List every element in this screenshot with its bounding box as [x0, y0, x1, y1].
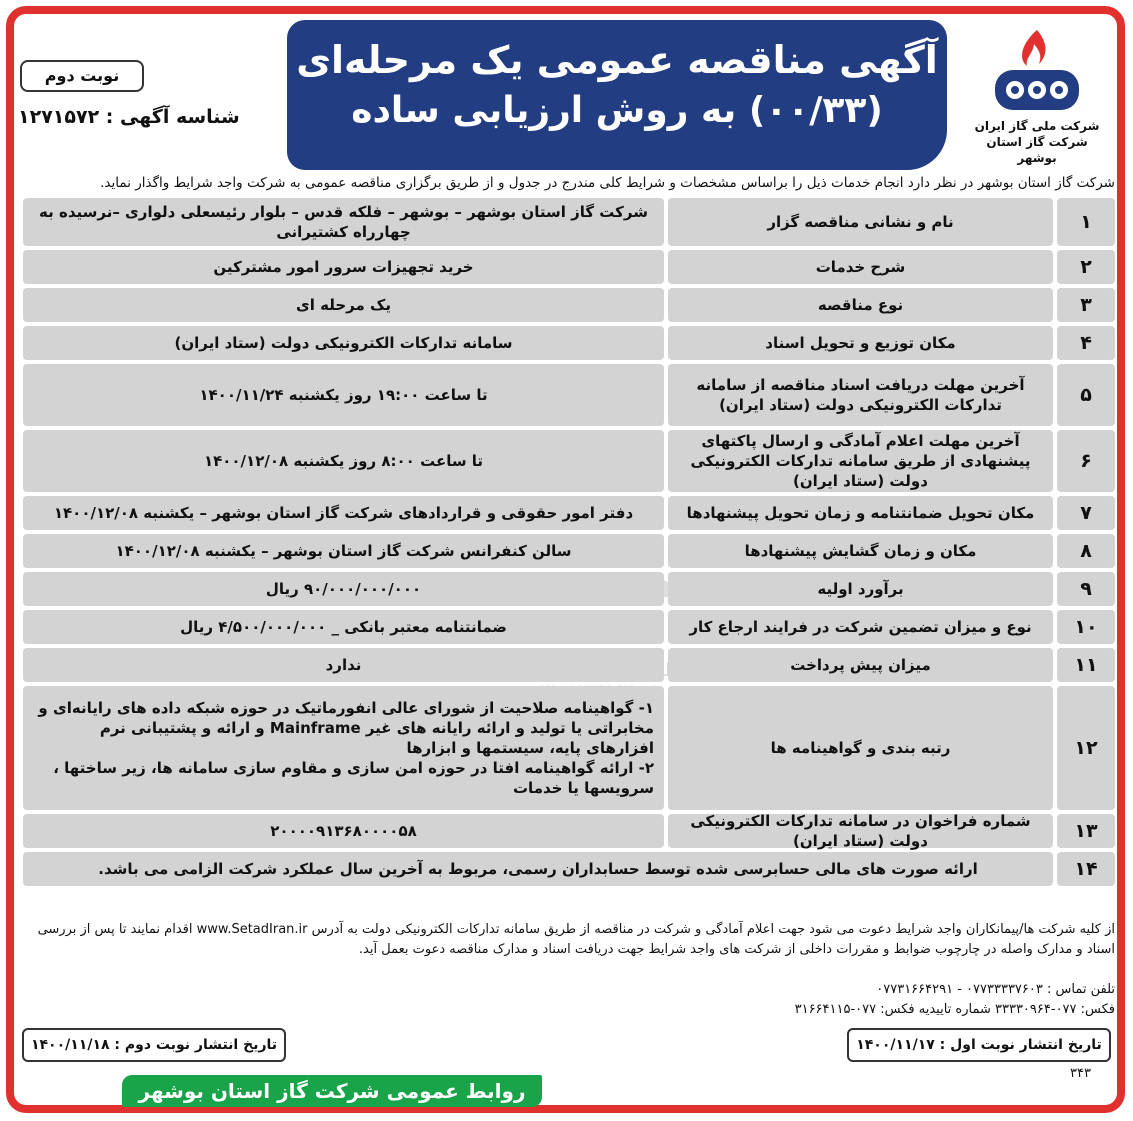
- gas-flame-icon: [987, 26, 1087, 118]
- company-name-province: شرکت گاز استان بوشهر: [986, 135, 1088, 165]
- row-value: تا ساعت ۸:۰۰ روز یکشنبه ۱۴۰۰/۱۲/۰۸: [23, 430, 664, 492]
- row-number: ۶: [1057, 430, 1115, 492]
- row-value: سالن کنفرانس شرکت گاز استان بوشهر – یکشنبه ۱۴۰۰/۱۲/۰۸: [23, 534, 664, 568]
- table-row: [23, 814, 1115, 848]
- ad-id: شناسه آگهی : ۱۲۷۱۵۷۲: [18, 106, 240, 128]
- row-value: دفتر امور حقوقی و قراردادهای شرکت گاز استان بوشهر – یکشنبه ۱۴۰۰/۱۲/۰۸: [23, 496, 664, 530]
- intro-paragraph: شرکت گاز استان بوشهر در نظر دارد انجام خدمات ذیل را براساس مشخصات و شرایط کلی مندرج در جدول و از طریق برگزاری مناقصه عمومی به شرکت واجد شرایط واگذار نماید.: [100, 175, 1115, 191]
- table-row: [23, 610, 1115, 644]
- row-number: ۱۰: [1057, 610, 1115, 644]
- row-label: نام و نشانی مناقصه گزار: [668, 198, 1053, 246]
- row-label: مکان توزیع و تحویل اسناد: [668, 326, 1053, 360]
- table-row: [23, 686, 1115, 810]
- issue-badge: نوبت دوم: [20, 60, 144, 92]
- page-subtitle: (۰۰/۳۳) به روش ارزیابی ساده: [351, 90, 883, 131]
- row-number: ۴: [1057, 326, 1115, 360]
- company-logo: [967, 26, 1107, 166]
- row-value: ۲۰۰۰۰۹۱۳۶۸۰۰۰۰۵۸: [23, 814, 664, 848]
- row-value: ندارد: [23, 648, 664, 682]
- row-number: ۱۲: [1057, 686, 1115, 810]
- table-row: [23, 852, 1115, 886]
- footer-banner: روابط عمومی شرکت گاز استان بوشهر: [122, 1075, 542, 1107]
- row-number: ۲: [1057, 250, 1115, 284]
- row-value: خرید تجهیزات سرور امور مشترکین: [23, 250, 664, 284]
- title-banner: [287, 20, 947, 170]
- row-number: ۱۳: [1057, 814, 1115, 848]
- row-value: تا ساعت ۱۹:۰۰ روز یکشنبه ۱۴۰۰/۱۱/۲۴: [23, 364, 664, 426]
- table-row: [23, 648, 1115, 682]
- row-number: ۷: [1057, 496, 1115, 530]
- row-number: ۵: [1057, 364, 1115, 426]
- row-value: شرکت گاز استان بوشهر – بوشهر – فلکه قدس – بلوار رئیسعلی دلواری –نرسیده به چهارراه کشتیرانی: [23, 198, 664, 246]
- page-number: ۳۴۳: [1070, 1066, 1091, 1081]
- row-label: برآورد اولیه: [668, 572, 1053, 606]
- row-number: ۱: [1057, 198, 1115, 246]
- invitation-paragraph: از کلیه شرکت ها/پیمانکاران واجد شرایط دعوت می شود جهت اعلام آمادگی و شرکت در مناقصه از طریق سامانه تدارکات الکترونیکی دولت به آدرس www.SetadIran.ir اقدام نمایند تا پس از بررسی اسناد و مدارک واصله در چارچوب ضوابط و مقررات داخلی از شرکت های واجد شرایط جهت دریافت اسناد و مدارک مناقصه دعوت بعمل آید.: [37, 922, 1115, 957]
- page-title: آگهی مناقصه عمومی یک مرحله‌ای: [296, 38, 938, 82]
- table-row: [23, 364, 1115, 426]
- table-row: [23, 288, 1115, 322]
- table-row: [23, 430, 1115, 492]
- row-value: ضمانتنامه معتبر بانکی _ ۴/۵۰۰/۰۰۰/۰۰۰ ریال: [23, 610, 664, 644]
- table-row: [23, 572, 1115, 606]
- table-row: [23, 496, 1115, 530]
- company-name-national: شرکت ملی گاز ایران: [974, 119, 1100, 133]
- row-value: ارائه صورت های مالی حسابرسی شده توسط حسابداران رسمی، مربوط به آخرین سال عملکرد شرکت الزامی می باشد.: [23, 852, 1053, 886]
- first-publication-date: تاریخ انتشار نوبت اول : ۱۴۰۰/۱۱/۱۷: [847, 1028, 1111, 1062]
- row-value: ۱- گواهینامه صلاحیت از شورای عالی انفورماتیک در حوزه شبکه داده های رایانه‌ای و مخابراتی یا تولید و ارائه رایانه های غیر Mainframe و ارائه و پشتیبانی نرم افزارهای پایه، سیستمها و ابزارها ۲- ارائه گواهینامه افتا در حوزه امن سازی و مقاوم سازی سامانه ها، زیر ساختها ، سرویسها یا خدمات: [23, 686, 664, 810]
- row-label: شرح خدمات: [668, 250, 1053, 284]
- row-label: مکان تحویل ضمانتنامه و زمان تحویل پیشنهادها: [668, 496, 1053, 530]
- notice-content: [18, 20, 1115, 1105]
- row-number: ۱۱: [1057, 648, 1115, 682]
- phone-line: تلفن تماس : ۰۷۷۳۳۳۳۷۶۰۳ - ۰۷۷۳۱۶۶۴۲۹۱: [876, 982, 1115, 997]
- row-label: شماره فراخوان در سامانه تدارکات الکترونیکی دولت (ستاد ایران): [668, 814, 1053, 848]
- row-value: سامانه تدارکات الکترونیکی دولت (ستاد ایران): [23, 326, 664, 360]
- row-label: نوع مناقصه: [668, 288, 1053, 322]
- tender-table: [23, 198, 1115, 890]
- contact-info: [18, 980, 1115, 1020]
- row-label: نوع و میزان تضمین شرکت در فرایند ارجاع کار: [668, 610, 1053, 644]
- row-label: میزان پیش پرداخت: [668, 648, 1053, 682]
- table-row: [23, 250, 1115, 284]
- fax-line: فکس: ۰۷۷-۳۳۳۳۰۹۶۴ شماره تاییدیه فکس: ۰۷۷-۳۱۶۶۴۱۱۵: [794, 1002, 1115, 1017]
- row-label: آخرین مهلت اعلام آمادگی و ارسال پاکتهای پیشنهادی از طریق سامانه تدارکات الکترونیکی دولت (ستاد ایران): [668, 430, 1053, 492]
- row-value: ۹۰/۰۰۰/۰۰۰/۰۰۰ ریال: [23, 572, 664, 606]
- row-value: یک مرحله ای: [23, 288, 664, 322]
- table-row: [23, 534, 1115, 568]
- row-number: ۸: [1057, 534, 1115, 568]
- row-number: ۱۴: [1057, 852, 1115, 886]
- row-label: رتبه بندی و گواهینامه ها: [668, 686, 1053, 810]
- row-label: مکان و زمان گشایش پیشنهادها: [668, 534, 1053, 568]
- table-row: [23, 198, 1115, 246]
- table-row: [23, 326, 1115, 360]
- row-number: ۳: [1057, 288, 1115, 322]
- row-label: آخرین مهلت دریافت اسناد مناقصه از سامانه تدارکات الکترونیکی دولت (ستاد ایران): [668, 364, 1053, 426]
- second-publication-date: تاریخ انتشار نوبت دوم : ۱۴۰۰/۱۱/۱۸: [22, 1028, 286, 1062]
- row-number: ۹: [1057, 572, 1115, 606]
